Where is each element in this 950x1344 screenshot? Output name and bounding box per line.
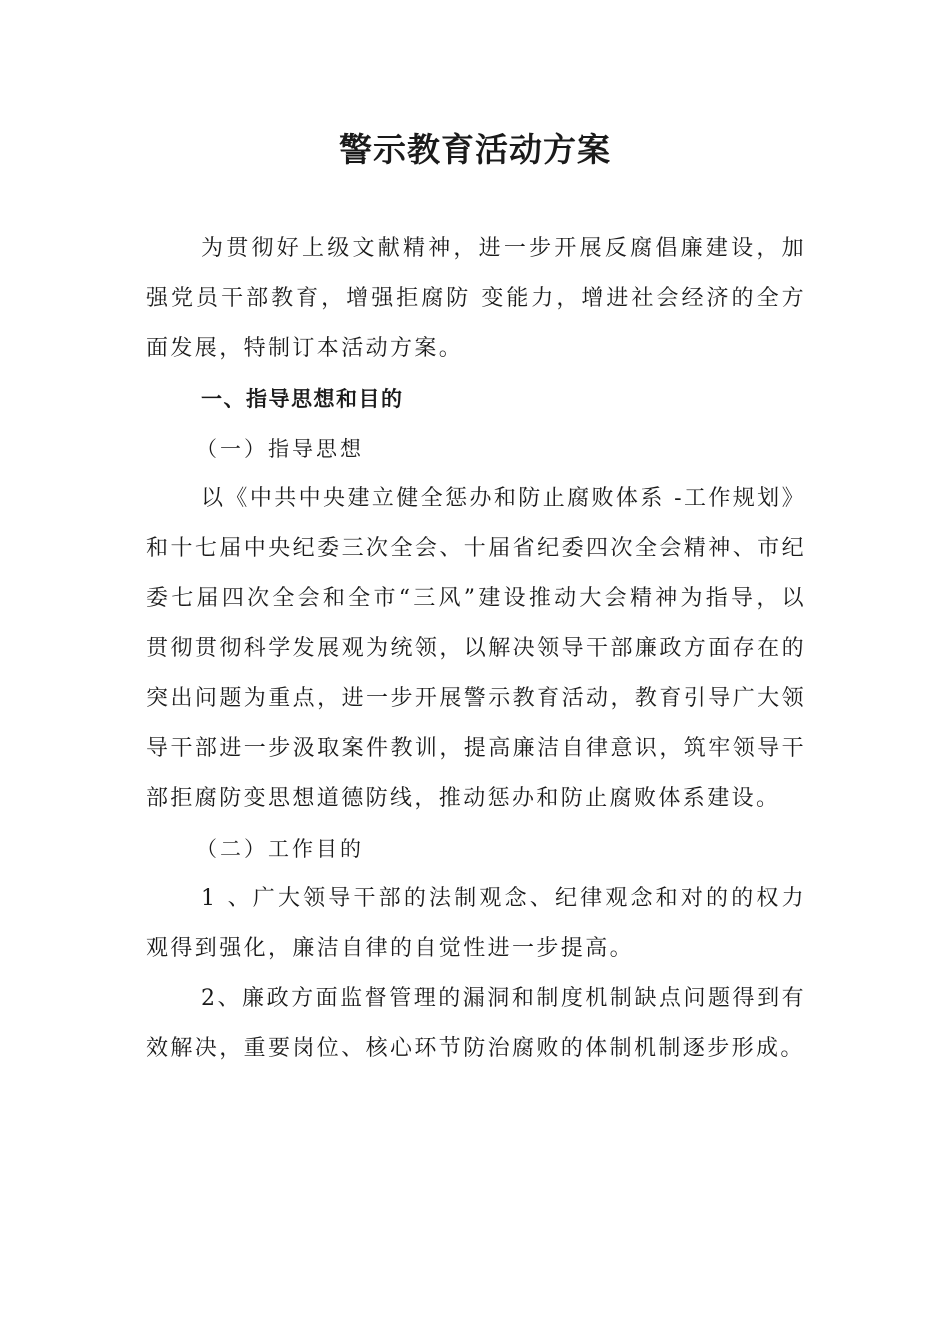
guiding-ideology-paragraph: 以《中共中央建立健全惩办和防止腐败体系 -工作规划》和十七届中央纪委三次全会、十届省纪委四次全会精神、市纪委七届四次全会和全市“三风”建设推动大会精神为指导，以贯彻贯彻科学发展观为统领，以解决领导干部廉政方面存在的突出问题为重点，进一步开展警示教育活动，教育引导广大领导干部进一步汲取案件教训，提高廉洁自律意识，筑牢领导干部拒腐防变思想道德防线，推动惩办和防止腐败体系建设。	[146, 486, 806, 811]
subsection-heading-guiding-ideology: （一）指导思想	[196, 437, 364, 461]
section-heading-guiding-ideology-and-goals: 一、指导思想和目的	[201, 387, 404, 411]
subsection-heading-work-goals: （二）工作目的	[196, 837, 364, 861]
work-goal-item-2: 2、廉政方面监督管理的漏洞和制度机制缺点问题得到有效解决，重要岗位、核心环节防治腐败的体制机制逐步形成。	[146, 986, 806, 1061]
work-goal-item-1: 1 、广大领导干部的法制观念、纪律观念和对的的权力观得到强化，廉洁自律的自觉性进一步提高。	[146, 886, 806, 961]
intro-paragraph: 为贯彻好上级文献精神，进一步开展反腐倡廉建设，加强党员干部教育，增强拒腐防 变能力，增进社会经济的全方面发展，特制订本活动方案。	[146, 236, 806, 361]
document-title: 警示教育活动方案	[339, 130, 611, 169]
document-body	[146, 224, 806, 1074]
